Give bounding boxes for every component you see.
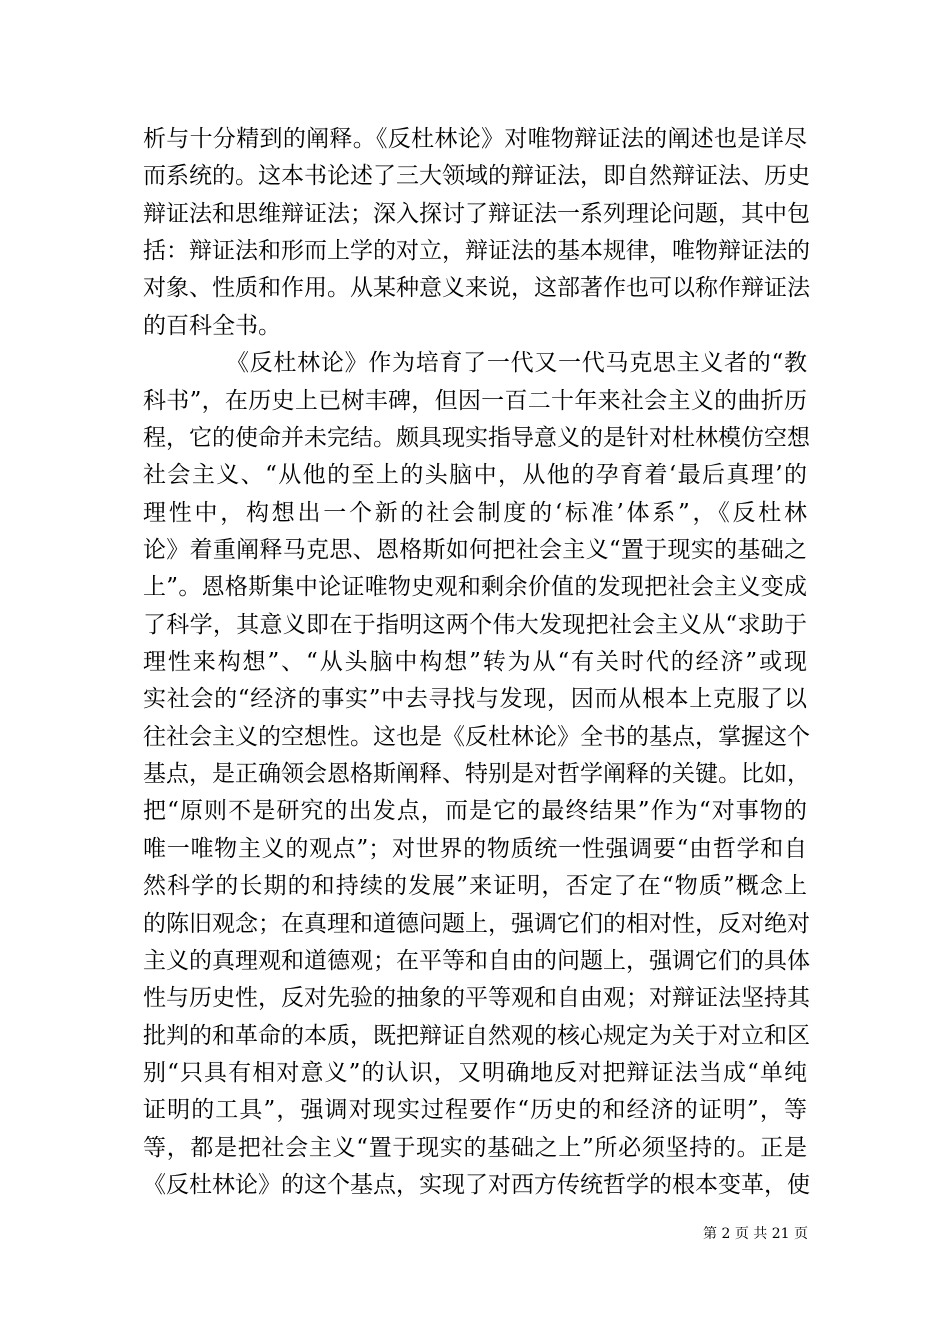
paragraph-2-line: 批判的和革命的本质，既把辩证自然观的核心规定为关于对立和区 <box>143 1022 810 1049</box>
paragraph-2-line: 理性来构想”、“从头脑中构想”转为从“有关时代的经济”或现 <box>143 649 807 675</box>
paragraph-2-line: 把“原则不是研究的出发点，而是它的最终结果”作为“对事物的 <box>143 798 807 825</box>
paragraph-2-line: 论》着重阐释马克思、恩格斯如何把社会主义“置于现实的基础之 <box>143 536 807 563</box>
paragraph-2-line: 科书”，在历史上已树丰碑，但因一百二十年来社会主义的曲折历 <box>143 387 807 414</box>
paragraph-2-line: 上”。恩格斯集中论证唯物史观和剩余价值的发现把社会主义变成 <box>143 574 807 601</box>
paragraph-1-line: 括：辩证法和形而上学的对立，辩证法的基本规律，唯物辩证法的 <box>143 238 810 265</box>
paragraph-2-line: 唯一唯物主义的观点”；对世界的物质统一性强调要“由哲学和自 <box>143 835 807 862</box>
paragraph-2-line: 理性中，构想出一个新的社会制度的‘标准’体系”，《反杜林 <box>143 499 807 526</box>
paragraph-2-line: 等，都是把社会主义“置于现实的基础之上”所必须坚持的。正是 <box>143 1134 807 1161</box>
paragraph-2-first-line: 《反杜林论》作为培育了一代又一代马克思主义者的“教 <box>226 350 807 377</box>
paragraph-1-line: 对象、性质和作用。从某种意义来说，这部著作也可以称作辩证法 <box>143 275 810 302</box>
paragraph-2-line: 实社会的“经济的事实”中去寻找与发现，因而从根本上克服了以 <box>143 686 807 713</box>
paragraph-2-line: 的陈旧观念；在真理和道德问题上，强调它们的相对性，反对绝对 <box>143 910 810 937</box>
paragraph-1-line: 析与十分精到的阐释。《反杜林论》对唯物辩证法的阐述也是详尽 <box>143 126 807 152</box>
paragraph-2-line: 了科学，其意义即在于指明这两个伟大发现把社会主义从“求助于 <box>143 611 807 638</box>
paragraph-2-line: 程，它的使命并未完结。颇具现实指导意义的是针对杜林模仿空想 <box>143 424 810 451</box>
paragraph-2-line: 基点，是正确领会恩格斯阐释、特别是对哲学阐释的关键。比如， <box>143 761 810 788</box>
paragraph-1-line: 的百科全书。 <box>143 312 281 339</box>
paragraph-2-line: 证明的工具”，强调对现实过程要作“历史的和经济的证明”，等 <box>143 1097 807 1124</box>
paragraph-2-line: 往社会主义的空想性。这也是《反杜林论》全书的基点，掌握这个 <box>143 723 810 750</box>
page-number-footer: 第 2 页 共 21 页 <box>703 1226 808 1242</box>
paragraph-2-line: 性与历史性，反对先验的抽象的平等观和自由观；对辩证法坚持其 <box>143 985 810 1012</box>
paragraph-1-line: 而系统的。这本书论述了三大领域的辩证法，即自然辩证法、历史 <box>143 163 810 190</box>
paragraph-2-line: 主义的真理观和道德观；在平等和自由的问题上，强调它们的具体 <box>143 947 810 974</box>
paragraph-1-line: 辩证法和思维辩证法；深入探讨了辩证法一系列理论问题，其中包 <box>143 200 810 227</box>
paragraph-2-line: 《反杜林论》的这个基点，实现了对西方传统哲学的根本变革，使 <box>143 1172 810 1198</box>
paragraph-2-line: 别“只具有相对意义”的认识，又明确地反对把辩证法当成“单纯 <box>143 1059 807 1086</box>
paragraph-2-line: 社会主义、“从他的至上的头脑中，从他的孕育着‘最后真理’的 <box>143 462 807 489</box>
paragraph-2-line: 然科学的长期的和持续的发展”来证明，否定了在“物质”概念上 <box>143 873 807 900</box>
